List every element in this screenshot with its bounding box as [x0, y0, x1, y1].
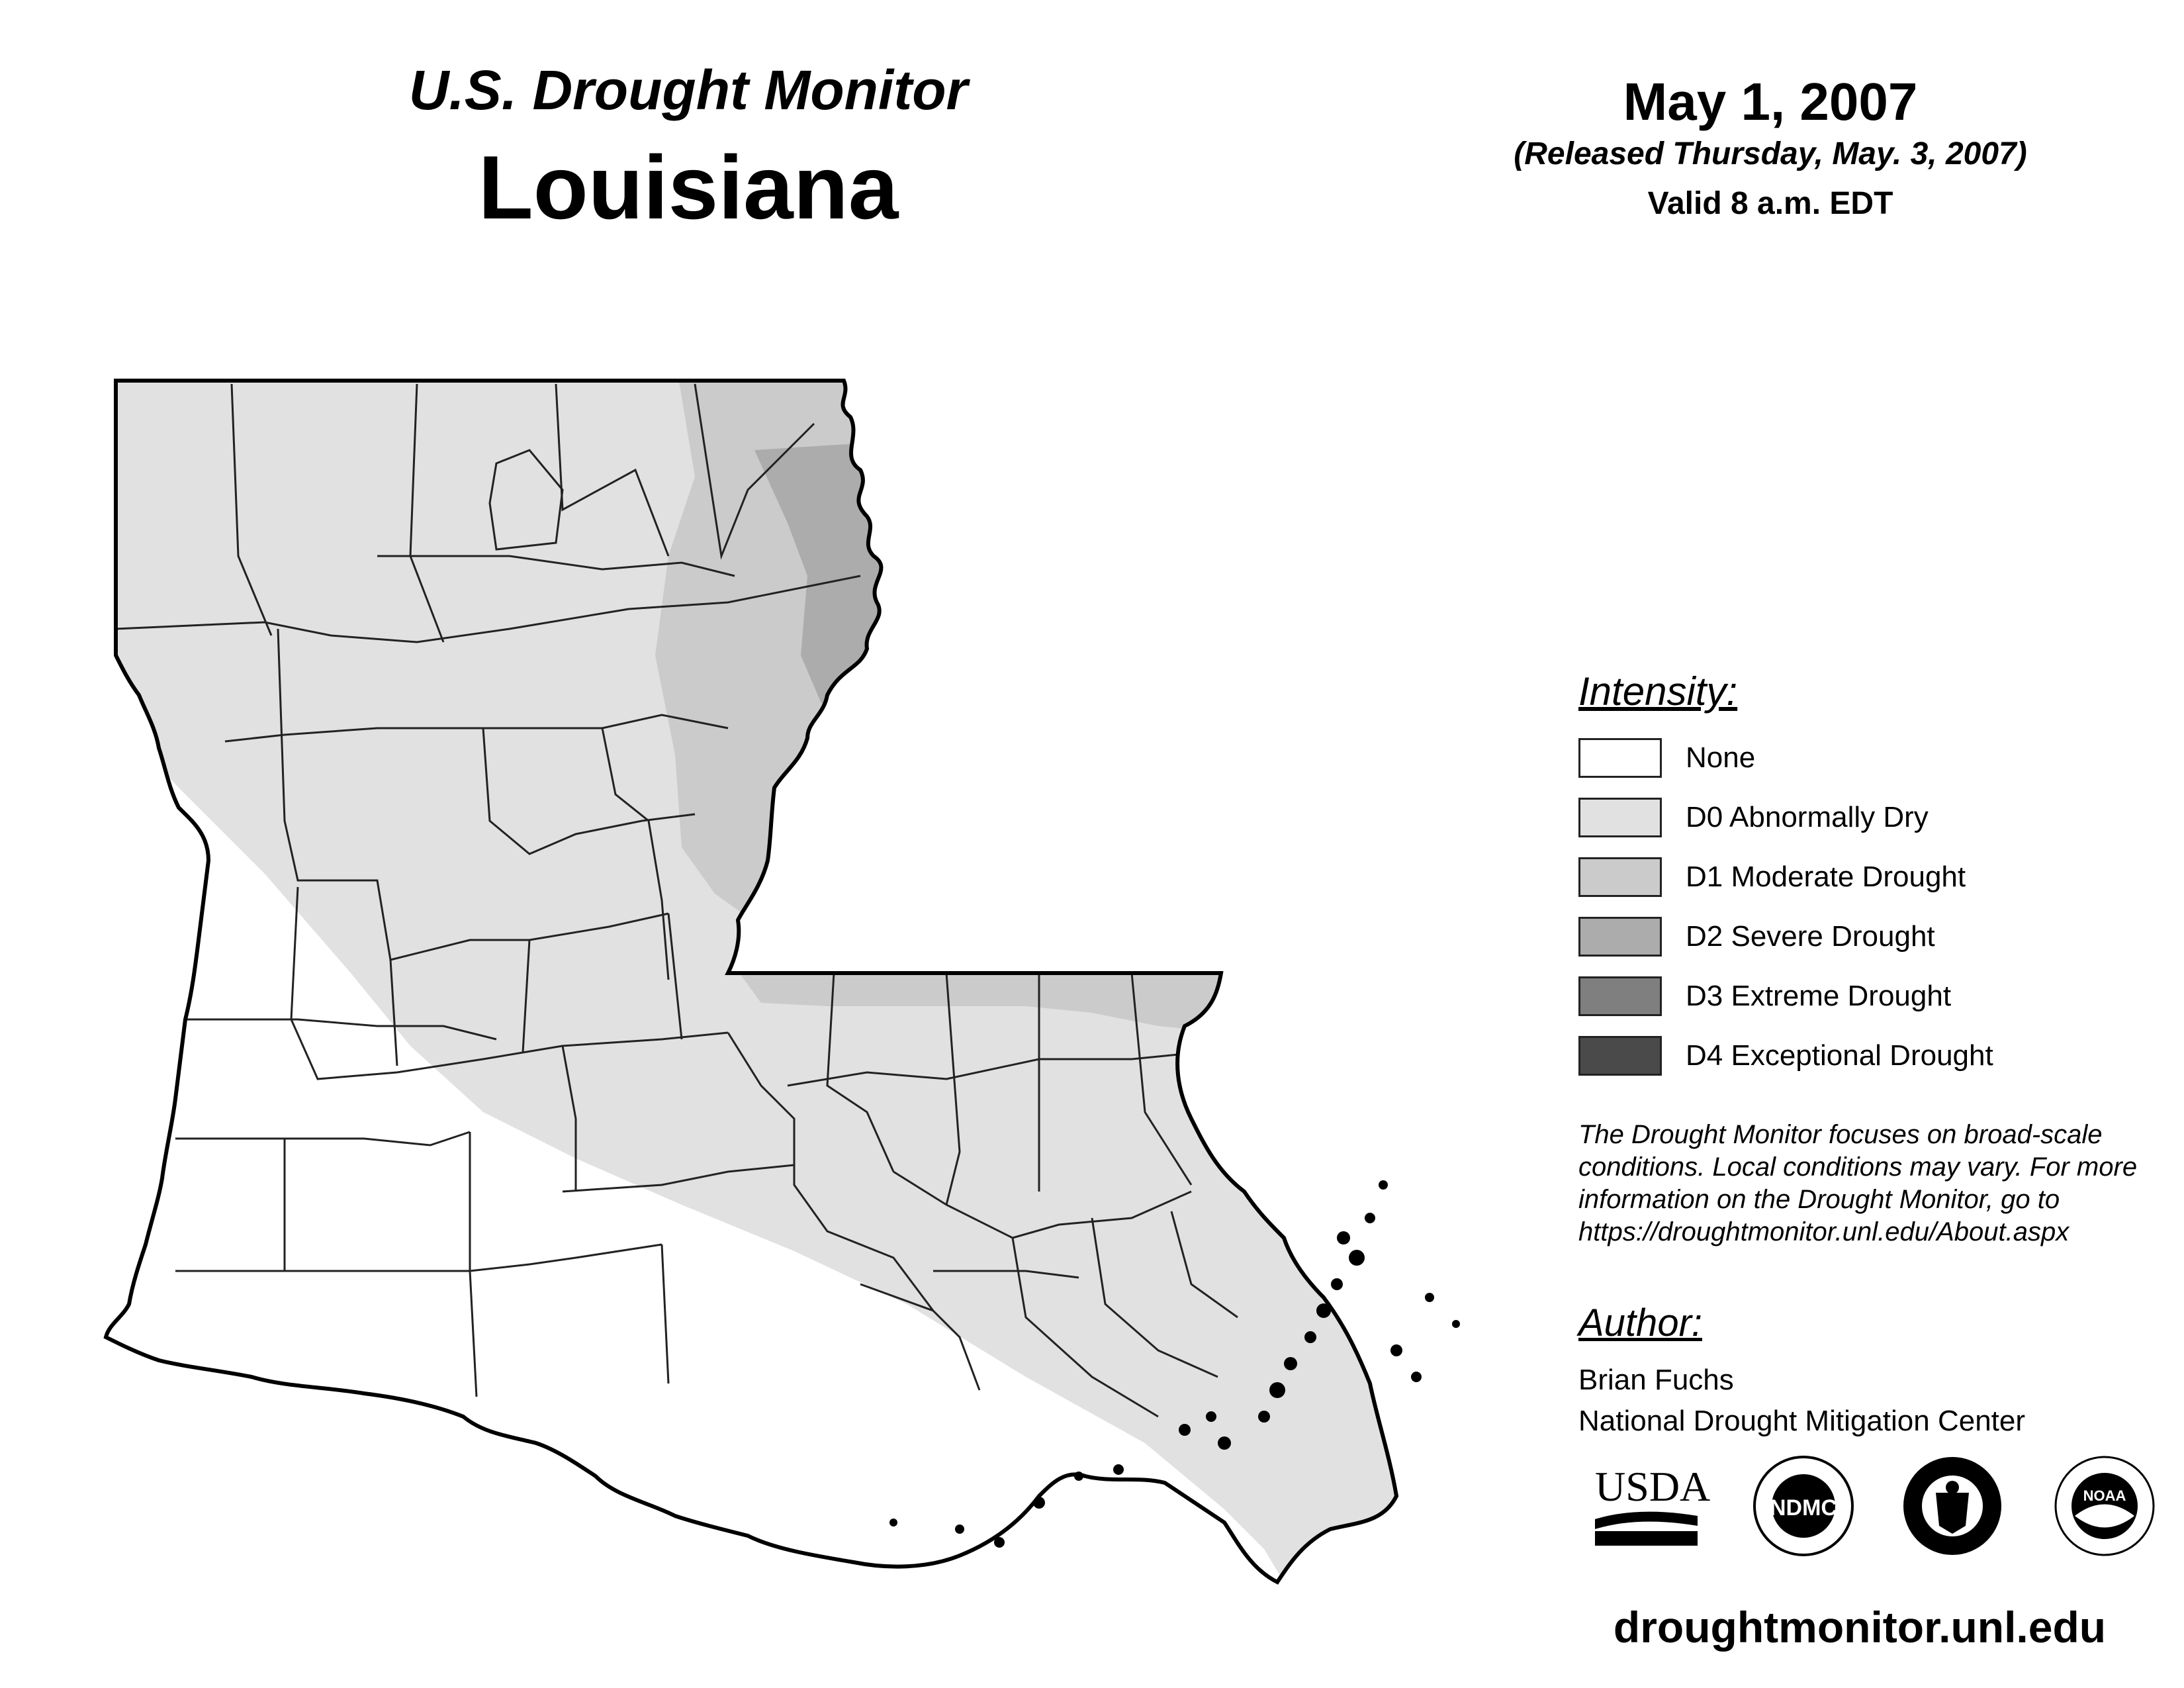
legend-swatch — [1578, 798, 1662, 837]
legend-label: D0 Abnormally Dry — [1686, 801, 1929, 833]
legend-label: D1 Moderate Drought — [1686, 861, 1966, 893]
map-title: U.S. Drought Monitor — [408, 59, 968, 121]
noaa-logo — [2056, 1457, 2154, 1555]
legend-label: D3 Extreme Drought — [1686, 980, 1952, 1012]
legend-item-d1 — [1578, 854, 1966, 900]
legend-item-d4 — [1578, 1033, 1993, 1079]
legend-item-d0 — [1578, 794, 1929, 841]
legend-label: None — [1686, 741, 1756, 774]
legend-swatch — [1578, 917, 1662, 957]
legend-swatch — [1578, 976, 1662, 1016]
valid-time: Valid 8 a.m. EDT — [1647, 186, 1893, 221]
legend-swatch — [1578, 1036, 1662, 1076]
state-name: Louisiana — [478, 137, 899, 238]
legend-item-d3 — [1578, 973, 1951, 1019]
louisiana-map — [99, 357, 1522, 1615]
legend-title: Intensity: — [1578, 669, 1738, 714]
author-name: Brian Fuchs — [1578, 1364, 1734, 1396]
author-heading: Author: — [1578, 1301, 1702, 1344]
disclaimer-text: The Drought Monitor focuses on broad-scale conditions. Local conditions may vary. For more information on the Drought Monitor, go to https://droughtmonitor.unl.edu/About.aspx — [1578, 1120, 2138, 1246]
map-date: May 1, 2007 — [1623, 72, 1918, 131]
noaa-logo-text: NOAA — [2083, 1487, 2126, 1504]
partner-logos — [1575, 1453, 2171, 1559]
legend-item-d2 — [1578, 914, 1935, 960]
release-date: (Released Thursday, May. 3, 2007) — [1514, 136, 2027, 171]
legend-swatch — [1578, 857, 1662, 897]
usda-logo-text: USDA — [1595, 1463, 1711, 1510]
website-url[interactable]: droughtmonitor.unl.edu — [1613, 1603, 2107, 1652]
legend-item-none — [1578, 735, 1755, 781]
usda-logo — [1595, 1463, 1710, 1546]
ndmc-logo — [1754, 1457, 1852, 1555]
legend-label: D4 Exceptional Drought — [1686, 1039, 1993, 1072]
commerce-logo — [1903, 1457, 2001, 1555]
legend-label: D2 Severe Drought — [1686, 920, 1935, 953]
author-organization: National Drought Mitigation Center — [1578, 1405, 2026, 1437]
ndmc-logo-text: NDMC — [1770, 1495, 1837, 1521]
legend-swatch — [1578, 738, 1662, 778]
